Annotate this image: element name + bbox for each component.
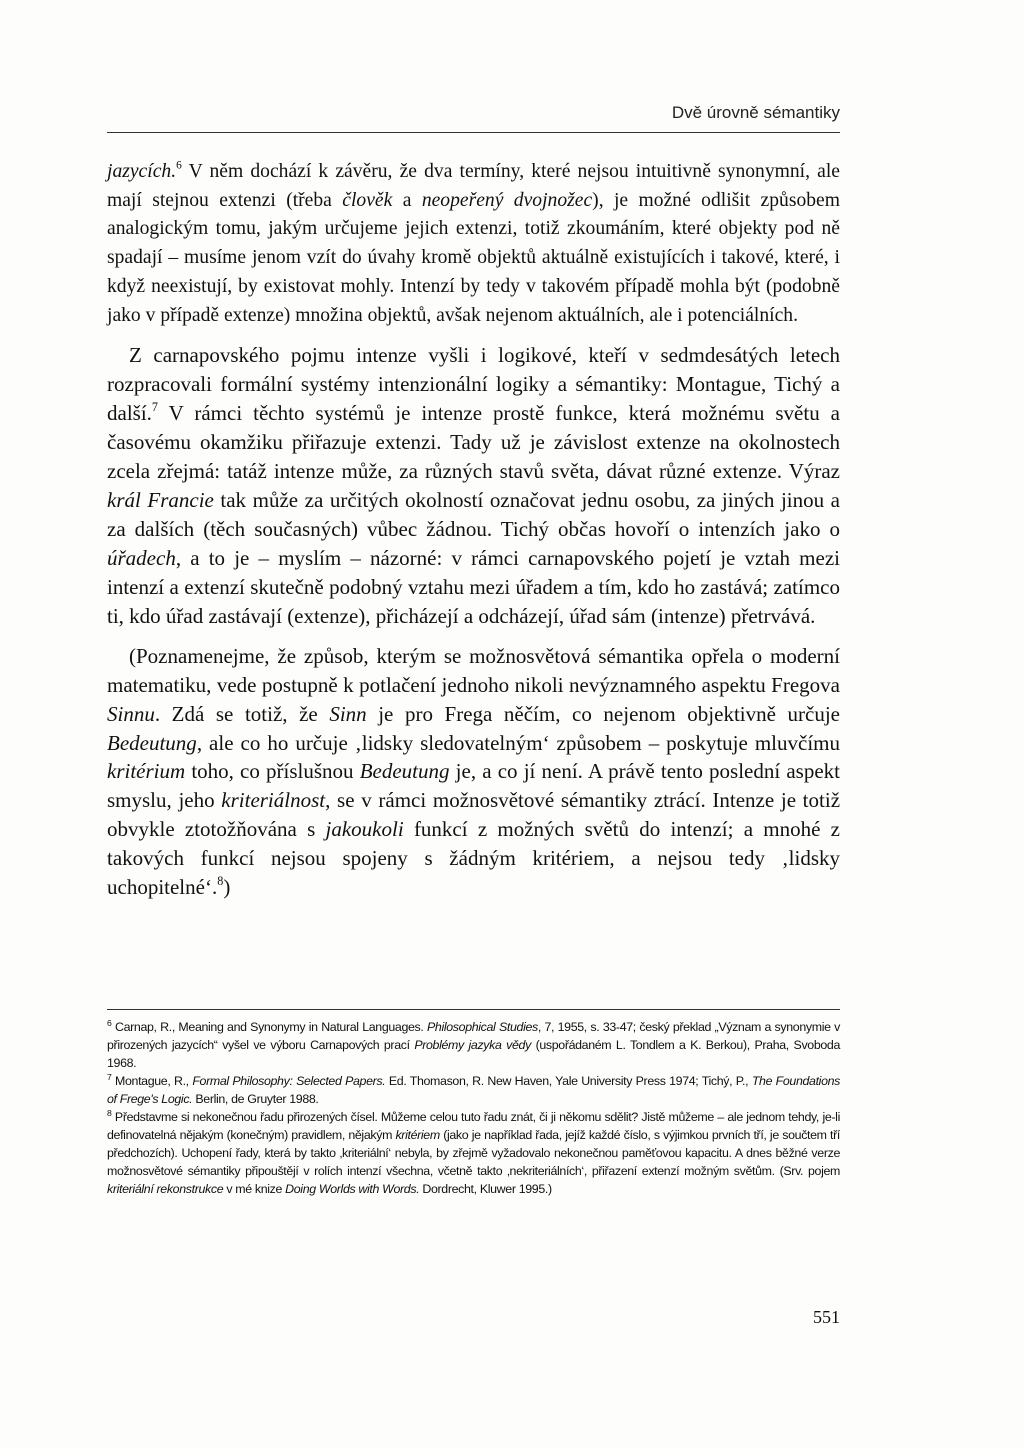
italic-term: jakoukoli (325, 817, 404, 841)
text-run: Berlin, de Gruyter 1988. (192, 1092, 319, 1106)
footnote-number: 7 (107, 1072, 112, 1083)
italic-term: jazycích. (107, 161, 177, 182)
text-run: Představme si nekonečnou řadu přirozených čísel. Můžeme celou tuto řadu znát, či ji někomu sdělit? Jistě můžeme – ale jednom tehdy, je-li definovatelná nějakým (konečným) pravidlem, nějakým (107, 1110, 840, 1142)
main-text (107, 158, 840, 901)
italic-term: úřadech (107, 546, 176, 571)
italic-title: The Foundations of Frege's Logic. (107, 1074, 841, 1106)
running-head: Dvě úrovně sémantiky (671, 103, 840, 122)
text-run: v mé knize (223, 1182, 286, 1196)
page-number: 551 (813, 1307, 840, 1327)
footnote-7 (107, 1072, 840, 1108)
paragraph-1 (107, 158, 840, 330)
italic-term: Bedeutung (359, 759, 450, 784)
italic-term: král Francie (107, 488, 214, 513)
italic-term: kritériem (395, 1128, 440, 1142)
italic-term: neopeřený dvojnožec (421, 189, 593, 211)
text-run: Carnap, R., Meaning and Synonymy in Natural Languages. (111, 1020, 427, 1034)
italic-title: Philosophical Studies (427, 1020, 538, 1034)
footnote-rule (107, 1009, 840, 1010)
text-run: je pro Frega něčím, co nejenom objektivně určuje (366, 701, 840, 726)
text-run: , 7, 1955, s. 33-47; český překlad „Význam a synonymie v přirozených jazycích“ vyšel ve výboru Carnapových prací (107, 1020, 840, 1052)
text-run: Montague, R., (111, 1074, 193, 1088)
italic-term: Sinn (329, 701, 367, 726)
italic-title: Doing Worlds with Words. (285, 1182, 420, 1196)
text-run: (jako je například řada, jejíž každé číslo, s výjimkou prvních tří, je součtem tří předchozích). Uchopení řady, která by takto ‚kriteriální‘ nebyla, by zřejmě vyžadovalo nekonečnou paměťovou kapacitu. A dnes běžné verze možnosvětové sémantiky připouštějí v rolích intenzí všechna, včetně takto ‚nekriteriálních‘, přiřazení extenzí možným světům. (Srv. pojem (107, 1128, 841, 1178)
text-run: a (392, 189, 422, 211)
italic-term: Bedeutung (107, 730, 197, 755)
italic-term: kriteriálnost (221, 788, 326, 813)
footnote-ref-7: 7 (151, 400, 159, 415)
text-run: (Poznamenejme, že způsob, kterým se možnosvětová sémantika opřela o moderní matematiku, vede postupně k potlačení jednoho nikoli nevýznamného aspektu Fregova (107, 644, 840, 698)
text-run: ), je možné odlišit způsobem analogickým tomu, jakým určujeme jejich extenzi, totiž zkoumáním, které objekty pod ně spadají – musíme jenom vzít do úvahy kromě objektů aktuálně existujících i takové, které, i když neexistují, by existovat mohly. Intenzí by tedy v takovém případě mohla být (podobně jako v případě extenze) množina objektů, avšak nejenom aktuálních, ale i potenciálních. (107, 189, 840, 326)
text-run: Dordrecht, Kluwer 1995.) (419, 1182, 552, 1196)
paragraph-3 (107, 642, 840, 901)
text-run: Ed. Thomason, R. New Haven, Yale University Press 1974; Tichý, P., (385, 1074, 752, 1088)
text-run: je, a co jí není. A právě tento poslední aspekt smyslu, jeho (107, 759, 840, 813)
text-run: V něm dochází k závěru, že dva termíny, které nejsou intuitivně synonymní, ale mají stejnou extenzi (třeba (107, 161, 840, 211)
italic-title: Formal Philosophy: Selected Papers. (192, 1074, 386, 1088)
footnote-8 (107, 1108, 840, 1198)
footnote-number: 8 (107, 1108, 112, 1119)
italic-term: člověk (342, 189, 393, 211)
text-run: funkcí z možných světů do intenzí; a mnohé z takových funkcí nejsou spojeny s žádným kritériem, a nejsou tedy ‚lidsky uchopitelné‘. (107, 817, 840, 899)
footnote-ref-8: 8 (217, 873, 224, 888)
italic-term: kriteriální rekonstrukce (107, 1182, 224, 1196)
italic-term: kritérium (107, 759, 186, 784)
text-run: Z carnapovského pojmu intenze vyšli i logikové, kteří v sedmdesátých letech rozpracovali formální systémy intenzionální logiky a sémantiky: Montague, Tichý a další. (107, 343, 840, 426)
text-run: . Zdá se totiž, že (154, 701, 330, 726)
footnote-number: 6 (107, 1018, 112, 1029)
text-run: tak může za určitých okolností označovat jednu osobu, za jiných jinou a za dalších (těch současných) vůbec žádnou. Tichý občas hovoří o intenzích jako o (107, 488, 840, 542)
text-run: V rámci těchto systémů je intenze prostě funkce, která možnému světu a časovému okamžiku přiřazuje extenzi. Tady už je závislost extenze na okolnostech zcela zřejmá: tatáž intenze může, za různých stavů světa, dávat různé extenze. Výraz (107, 401, 840, 484)
text-run: toho, co příslušnou (185, 759, 360, 784)
header-rule (107, 132, 840, 133)
italic-term: Sinnu (107, 701, 155, 726)
footnotes (107, 1018, 840, 1198)
text-run: (uspořádaném L. Tondlem a K. Berkou), Praha, Svoboda 1968. (107, 1038, 840, 1070)
footnote-6 (107, 1018, 840, 1072)
text-run: , a to je – myslím – názorné: v rámci carnapovského pojetí je vztah mezi intenzí a extenzí skutečně podobný vztahu mezi úřadem a tím, kdo ho zastává; zatímco ti, kdo úřad zastávají (extenze), přicházejí a odcházejí, úřad sám (intenze) přetrvává. (107, 546, 840, 629)
italic-title: Problémy jazyka vědy (414, 1038, 531, 1052)
text-run: , se v rámci možnosvětové sémantiky ztrácí. Intenze je totiž obvykle ztotožňována s (107, 788, 841, 841)
text-run: , ale co ho určuje ‚lidsky sledovatelným‘ způsobem – poskytuje mluvčímu (196, 730, 840, 755)
paragraph-2 (107, 341, 840, 631)
footnote-ref-6: 6 (176, 159, 182, 172)
text-run: ) (223, 874, 231, 899)
